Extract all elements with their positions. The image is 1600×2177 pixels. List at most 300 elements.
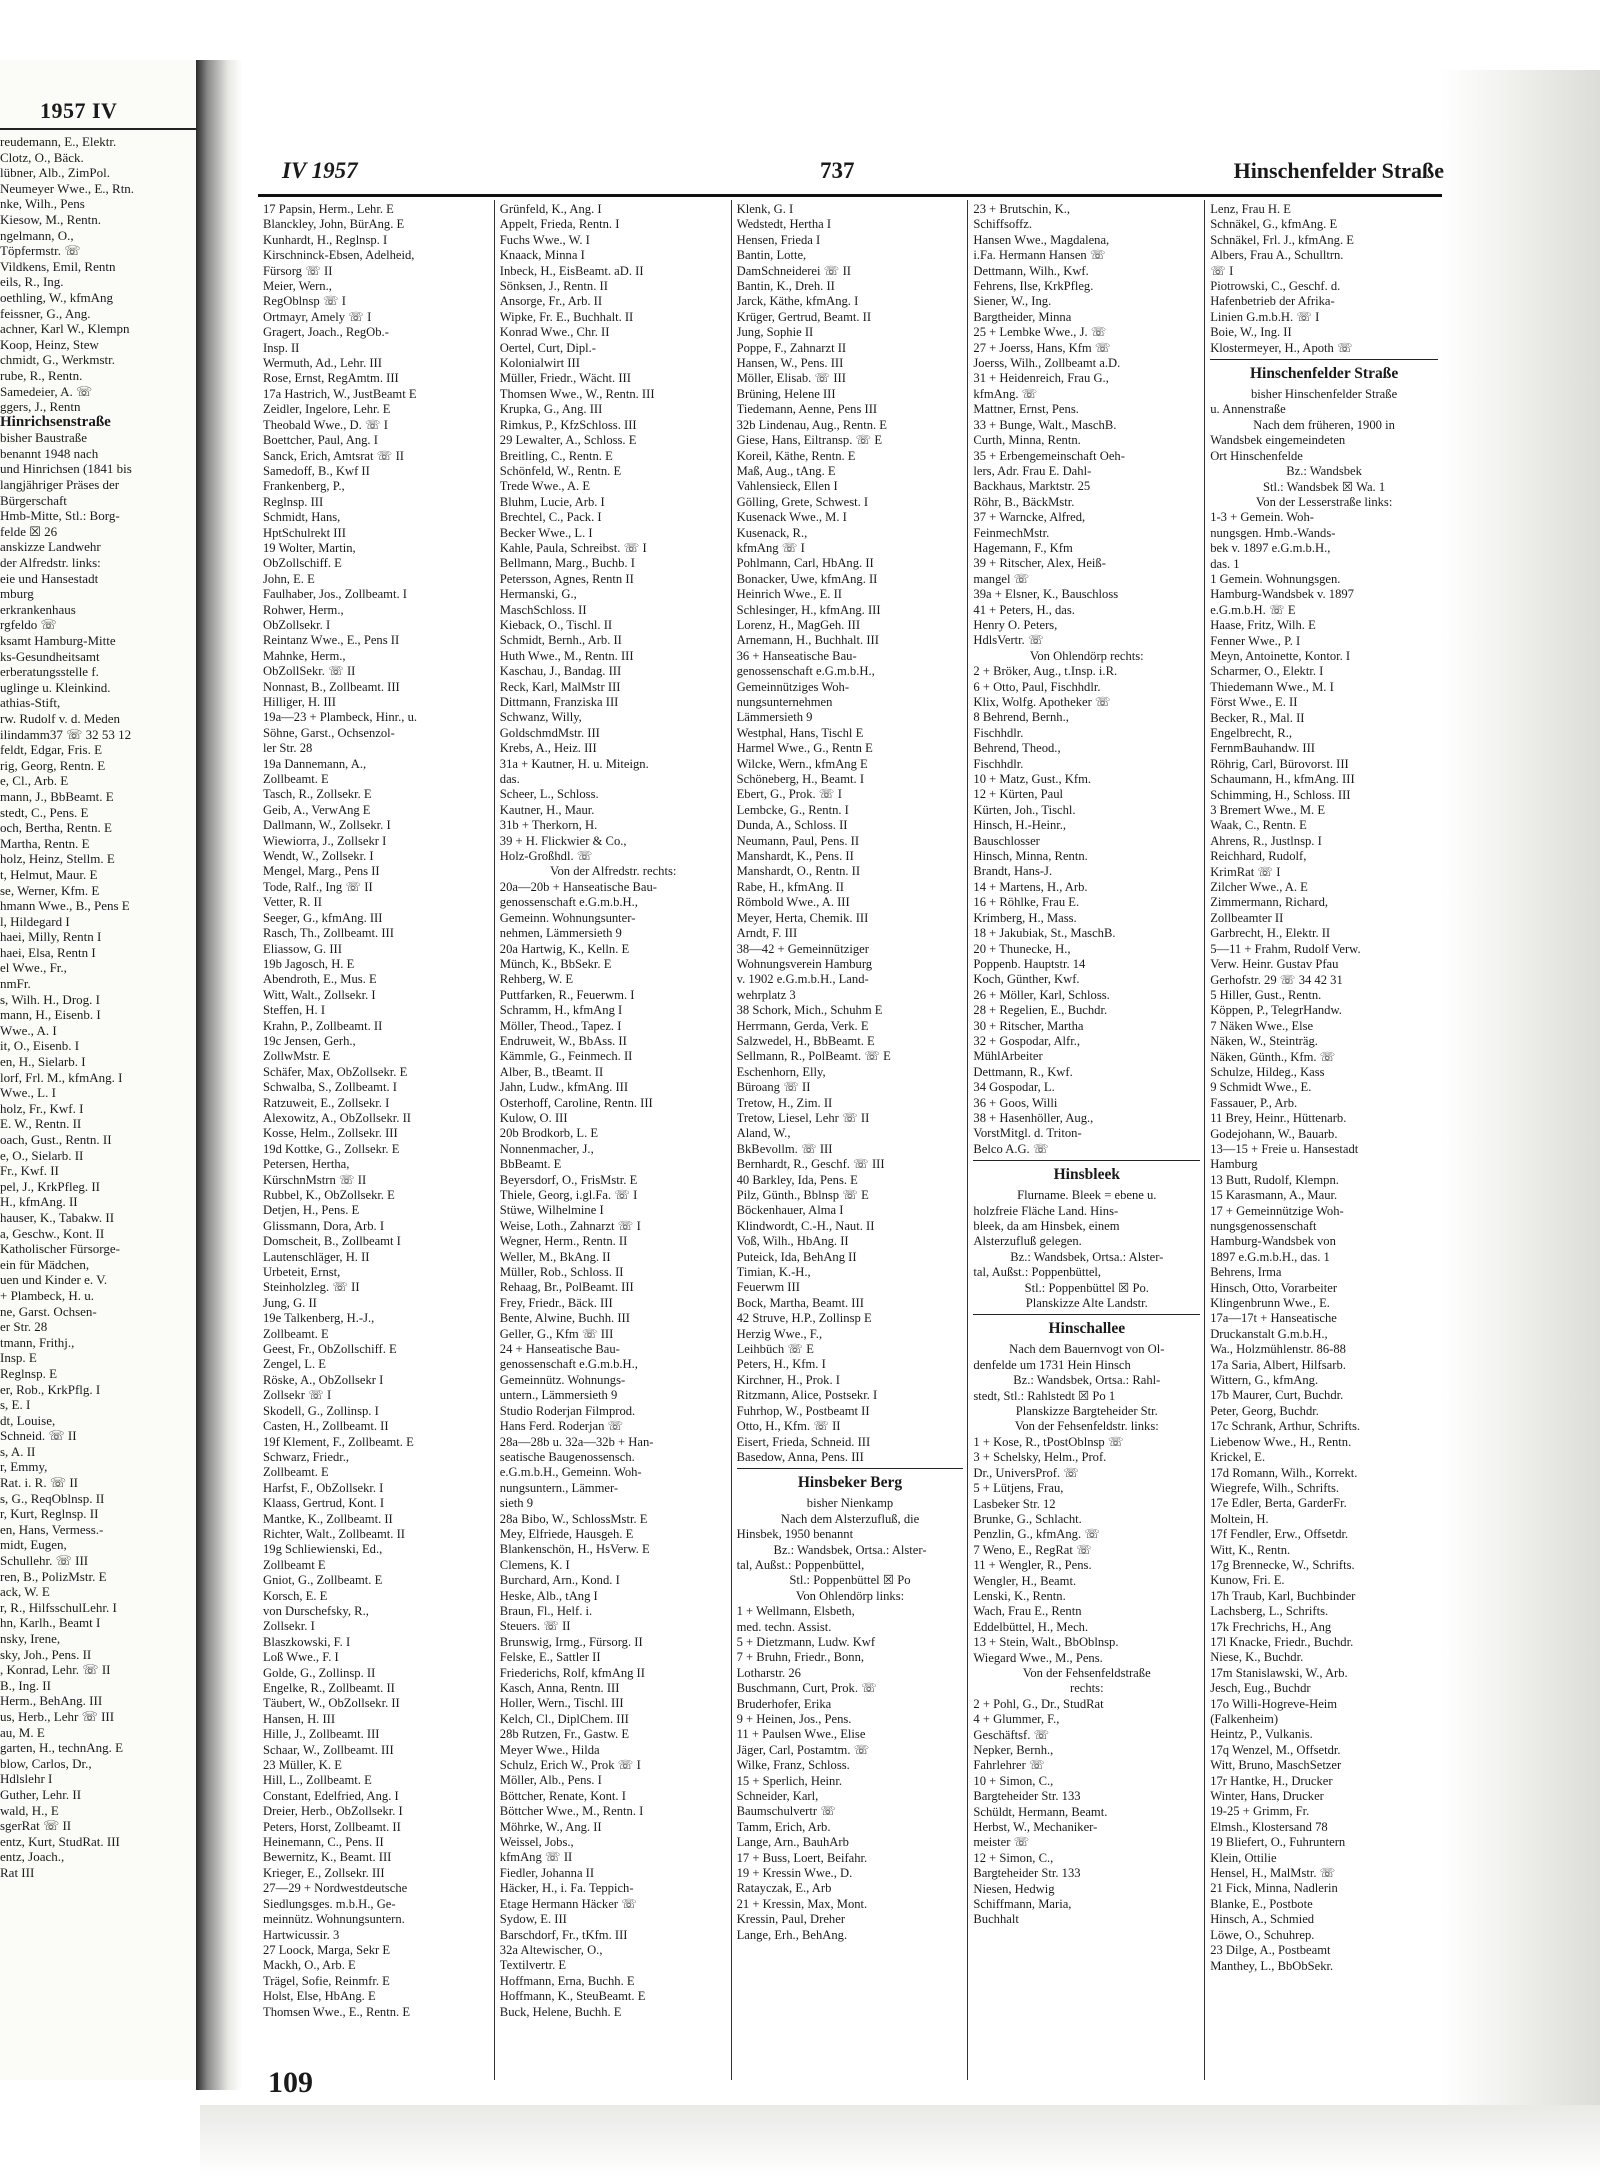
resident-entry: Lasbeker Str. 12 — [973, 1496, 1056, 1511]
resident-entry: Blanke, E., Postbote — [1210, 1896, 1313, 1911]
resident-entry: it, O., Eisenb. I — [0, 1038, 80, 1054]
resident-entry: 19c Jensen, Gerh., — [263, 1033, 356, 1048]
resident-entry: 5 + Dietzmann, Ludw. Kwf — [736, 1634, 876, 1649]
resident-entry: Lange, Arn., BauhArb — [736, 1835, 849, 1850]
resident-entry: Jung, G. II — [263, 1295, 317, 1310]
resident-entry: Meyn, Antoinette, Kontor. I — [1210, 648, 1351, 663]
resident-entry: tal, Außst.: Poppenbüttel, — [736, 1557, 865, 1572]
resident-entry: Rose, Ernst, RegAmtm. III — [263, 371, 399, 386]
resident-entry: Heinrich Wwe., E. II — [736, 587, 842, 602]
section-divider — [973, 1160, 1200, 1161]
resident-entry: Hamburg — [1210, 1157, 1258, 1172]
resident-entry: 11 Brey, Heinr., Hüttenarb. — [1210, 1111, 1347, 1126]
resident-entry: 27—29 + Nordwestdeutsche — [263, 1881, 408, 1896]
resident-entry: Rabe, H., kfmAng. II — [736, 879, 844, 894]
resident-entry: Herbst, W., Mechaniker- — [973, 1820, 1098, 1835]
resident-entry: Rohwer, Herm., — [263, 602, 344, 617]
resident-entry: Bürgerschaft — [0, 492, 67, 508]
resident-entry: Peters, Horst, Zollbeamt. II — [263, 1819, 401, 1834]
resident-entry: Behrend, Theod., — [973, 741, 1061, 756]
resident-entry: Samedeier, A. ☏ — [0, 383, 93, 399]
resident-entry: Lämmersieth 9 — [736, 710, 813, 725]
resident-entry: Gragert, Joach., RegOb.- — [263, 325, 389, 340]
resident-entry: Tretow, H., Zim. II — [736, 1095, 833, 1110]
resident-entry: Krebs, A., Heiz. III — [499, 741, 597, 756]
resident-entry: 17m Stanislawski, W., Arb. — [1210, 1665, 1348, 1680]
resident-entry: med. techn. Assist. — [736, 1619, 832, 1634]
resident-entry: 19e Talkenberg, H.-J., — [263, 1311, 375, 1326]
resident-entry: 30 + Ritscher, Martha — [973, 1018, 1084, 1033]
resident-entry: Wilcke, Wern., kfmAng E — [736, 756, 868, 771]
resident-entry: Wandsbek eingemeindeten — [1210, 433, 1346, 448]
resident-entry: chmidt, G., Werkmstr. — [0, 352, 115, 368]
resident-entry: 17c Schrank, Arthur, Schrifts. — [1210, 1419, 1361, 1434]
resident-entry: Koop, Heinz, Stew — [0, 336, 99, 352]
resident-entry: 19f Klement, F., Zollbeamt. E — [263, 1434, 414, 1449]
resident-entry: Holst, Else, HbAng. E — [263, 1989, 376, 2004]
resident-entry: Klenk, G. I — [736, 202, 794, 216]
street-note: Flurname. Bleek = ebene u. — [1017, 1188, 1157, 1203]
resident-entry: Münch, K., BbSekr. E — [499, 956, 612, 971]
resident-entry: Eisert, Frieda, Schneid. III — [736, 1434, 871, 1449]
resident-entry: Rasch, Th., Zollbeamt. III — [263, 926, 394, 941]
resident-entry: Elmsh., Klostersand 78 — [1210, 1819, 1328, 1834]
street-heading: Hinsbleek — [1053, 1166, 1120, 1184]
resident-entry: nungsuntern., Lämmer- — [499, 1480, 619, 1495]
resident-entry: 36 + Hanseatische Bau- — [736, 648, 857, 663]
resident-entry: 9 Schmidt Wwe., E. — [1210, 1080, 1312, 1095]
resident-entry: Richter, Walt., Zollbeamt. II — [263, 1526, 405, 1541]
resident-entry: Söhne, Garst., Ochsenzol- — [263, 725, 395, 740]
resident-entry: Fenner Wwe., P. I — [1210, 633, 1301, 648]
resident-entry: Näken, Günth., Kfm. ☏ — [1210, 1049, 1336, 1064]
resident-entry: Schullehr. ☏ III — [0, 1553, 89, 1569]
resident-entry: 25 + Lembke Wwe., J. ☏ — [973, 325, 1107, 340]
resident-entry: kfmAng ☏ I — [736, 540, 805, 555]
resident-entry: Westphal, Hans, Tischl E — [736, 725, 864, 740]
resident-entry: ren, B., PolizMstr. E — [0, 1568, 107, 1584]
street-heading: Hinrichsenstraße — [0, 414, 111, 430]
resident-entry: Wiewiorra, J., Zollsekr I — [263, 833, 387, 848]
resident-entry: 42 Struve, H.P., Zollinsp E — [736, 1311, 872, 1326]
resident-entry: Guther, Lehr. II — [0, 1786, 82, 1802]
resident-entry: Hille, J., Zollbeamt. III — [263, 1727, 380, 1742]
resident-entry: Engelke, R., Zollbeamt. II — [263, 1681, 395, 1695]
resident-entry: Fassauer, P., Arb. — [1210, 1095, 1298, 1110]
resident-entry: 1 + Kose, R., tPostOblnsp ☏ — [973, 1434, 1124, 1449]
resident-entry: Schöneberg, H., Beamt. I — [736, 772, 865, 787]
resident-entry: Geller, G., Kfm ☏ III — [499, 1326, 614, 1341]
resident-entry: Martha, Rentn. E — [0, 835, 90, 851]
resident-entry: Hoffmann, Erna, Buchh. E — [499, 1973, 635, 1988]
resident-entry: Ort Hinschenfelde — [1210, 448, 1303, 463]
resident-entry: rig, Georg, Rentn. E — [0, 757, 106, 773]
street-note: Von Ohlendörp rechts: — [1029, 648, 1144, 663]
resident-entry: 23 + Brutschin, K., — [973, 202, 1071, 216]
resident-entry: Fuchs Wwe., W. I — [499, 232, 590, 247]
resident-entry: Krickel, E. — [1210, 1450, 1266, 1465]
resident-entry: 24 + Hanseatische Bau- — [499, 1342, 620, 1357]
resident-entry: 28 + Regelien, E., Buchdr. — [973, 1003, 1108, 1018]
resident-entry: Krimberg, H., Mass. — [973, 910, 1077, 925]
resident-entry: Blankenschön, H., HsVerw. E — [499, 1542, 650, 1557]
resident-entry: 17a Saria, Albert, Hilfsarb. — [1210, 1357, 1346, 1372]
resident-entry: 19a Dannemann, A., — [263, 756, 367, 771]
resident-entry: Huth Wwe., M., Rentn. III — [499, 648, 634, 663]
resident-entry: Näken, W., Steinträg. — [1210, 1034, 1318, 1049]
resident-entry: Tasch, R., Zollsekr. E — [263, 787, 372, 802]
resident-entry: s, Wilh. H., Drog. I — [0, 991, 100, 1007]
resident-entry: Klix, Wolfg. Apotheker ☏ — [973, 695, 1111, 709]
page-bottom-shadow — [200, 2105, 1600, 2177]
resident-entry: Endruweit, W., BbAss. II — [499, 1033, 627, 1048]
resident-entry: Zollsekr ☏ I — [263, 1388, 332, 1403]
resident-entry: lübner, Alb., ZimPol. — [0, 165, 110, 181]
resident-entry: Bantin, Lotte, — [736, 248, 807, 263]
resident-entry: John, E. E — [263, 571, 315, 586]
resident-entry: 6 + Otto, Paul, Fischhdlr. — [973, 679, 1101, 694]
resident-entry: Verw. Heinr. Gustav Pfau — [1210, 957, 1339, 972]
resident-entry: Kulow, O. III — [499, 1110, 568, 1125]
street-note: Bz.: Wandsbek, Ortsa.: Alster- — [1010, 1249, 1164, 1264]
resident-entry: 34 Gospodar, L. — [973, 1080, 1055, 1095]
resident-entry: 28b Rutzen, Fr., Gastw. E — [499, 1727, 630, 1742]
resident-entry: 16 + Röhlke, Frau E. — [973, 895, 1080, 910]
resident-entry: Constant, Edelfried, Ang. I — [263, 1788, 399, 1803]
resident-entry: s, A. II — [0, 1443, 36, 1459]
resident-entry: Herm., BehAng. III — [0, 1693, 103, 1709]
resident-entry: Hinsch, A., Schmied — [1210, 1912, 1315, 1927]
resident-entry: Insp. II — [263, 340, 300, 355]
resident-entry: Ansorge, Fr., Arb. II — [499, 294, 603, 309]
resident-entry: Korsch, E. E — [263, 1588, 328, 1603]
resident-entry: Bruderhofer, Erika — [736, 1696, 832, 1711]
column-2 — [495, 200, 732, 2080]
resident-entry: Zollbeamter II — [1210, 910, 1284, 925]
resident-entry: 20b Brodkorb, L. E — [499, 1126, 599, 1141]
resident-entry: Müller, Friedr., Wächt. III — [499, 371, 631, 386]
resident-entry: Schaar, W., Zollbeamt. III — [263, 1742, 394, 1757]
resident-entry: Bonacker, Uwe, kfmAng. II — [736, 571, 878, 586]
resident-entry: Bock, Martha, Beamt. III — [736, 1295, 864, 1310]
resident-entry: Krieger, E., Zollsekr. III — [263, 1865, 385, 1880]
resident-entry: Mattner, Ernst, Pens. — [973, 402, 1079, 417]
resident-entry: Töpfermstr. ☏ — [0, 243, 81, 259]
resident-entry: Vahlensieck, Ellen I — [736, 479, 838, 494]
resident-entry: DamSchneiderei ☏ II — [736, 263, 851, 278]
header-street-range: Hinschenfelder Straße — [1233, 158, 1444, 183]
resident-entry: Dittmann, Franziska III — [499, 695, 619, 709]
resident-entry: Koreil, Käthe, Rentn. E — [736, 448, 856, 463]
resident-entry: nehmen, Lämmersieth 9 — [499, 926, 622, 941]
resident-entry: Behrens, Irma — [1210, 1265, 1282, 1280]
resident-entry: v. 1902 e.G.m.b.H., Land- — [736, 972, 869, 987]
resident-entry: Hilliger, H. III — [263, 695, 336, 709]
street-note: Bz.: Wandsbek, Ortsa.: Rahl- — [1013, 1373, 1161, 1388]
resident-entry: 7 Weno, E., RegRat ☏ — [973, 1542, 1092, 1557]
resident-entry: Heinemann, C., Pens. II — [263, 1835, 384, 1850]
resident-entry: Dunda, A., Schloss. II — [736, 818, 848, 833]
resident-entry: Neumeyer Wwe., E., Rtn. — [0, 180, 135, 196]
resident-entry: Frankenberg, P., — [263, 479, 345, 494]
resident-entry: Trägel, Sofie, Reinmfr. E — [263, 1973, 390, 1988]
resident-entry: 17k Frechrichs, H., Ang — [1210, 1619, 1332, 1634]
resident-entry: HdlsVertr. ☏ — [973, 633, 1044, 648]
resident-entry: Becker, R., Mal. II — [1210, 710, 1305, 725]
resident-entry: Beyersdorf, O., FrisMstr. E — [499, 1172, 638, 1187]
resident-entry: und Hinrichsen (1841 bis — [0, 461, 132, 477]
resident-entry: Hill, L., Zollbeamt. E — [263, 1773, 372, 1788]
resident-entry: Dettmann, Wilh., Kwf. — [973, 263, 1089, 278]
resident-entry: Thiele, Georg, i.gl.Fa. ☏ I — [499, 1188, 638, 1202]
resident-entry: 9 + Heinen, Jos., Pens. — [736, 1712, 852, 1726]
resident-entry: Klaass, Gertrud, Kont. I — [263, 1496, 385, 1511]
resident-entry: 11 + Paulsen Wwe., Elise — [736, 1727, 866, 1742]
resident-entry: 31a + Kautner, H. u. Miteign. — [499, 756, 649, 771]
resident-entry: FeinmechMstr. — [973, 525, 1050, 540]
resident-entry: nmFr. — [0, 976, 31, 992]
resident-entry: Textilvertr. E — [499, 1958, 567, 1973]
resident-entry: Dallmann, W., Zollsekr. I — [263, 818, 391, 833]
resident-entry: Kusenack, R., — [736, 525, 808, 540]
resident-entry: Ratzuweit, E., Zollsekr. I — [263, 1095, 390, 1110]
resident-entry: erkrankenhaus — [0, 601, 76, 617]
resident-entry: 10 + Simon, C., — [973, 1773, 1054, 1788]
resident-entry: Leihbüch ☏ E — [736, 1342, 814, 1357]
resident-entry: r, Kurt, Reglnsp. II — [0, 1506, 99, 1522]
resident-entry: Fürsorg ☏ II — [263, 263, 333, 278]
resident-entry: 17q Wenzel, M., Offsetdr. — [1210, 1742, 1341, 1757]
resident-entry: oach, Gust., Rentn. II — [0, 1132, 112, 1147]
resident-entry: Otto, H., Kfm. ☏ II — [736, 1419, 841, 1434]
resident-entry: reudemann, E., Elektr. — [0, 134, 117, 149]
resident-entry: Joerss, Wilh., Zollbeamt a.D. — [973, 356, 1121, 371]
resident-entry: Kunow, Fri. E. — [1210, 1573, 1285, 1588]
directory-columns — [258, 200, 1442, 2080]
resident-entry: Heintz, P., Vulkanis. — [1210, 1727, 1313, 1742]
resident-entry: Häcker, H., i. Fa. Teppich- — [499, 1881, 634, 1896]
resident-entry: H., kfmAng. II — [0, 1194, 78, 1210]
resident-entry: Urbeteit, Ernst, — [263, 1265, 341, 1280]
resident-entry: VorstMitgl. d. Triton- — [973, 1126, 1082, 1141]
resident-entry: 39 + Ritscher, Alex, Heiß- — [973, 556, 1106, 571]
resident-entry: Engelbrecht, R., — [1210, 726, 1293, 740]
resident-entry: en, Hans, Vermess.- — [0, 1521, 104, 1537]
resident-entry: Witt, Bruno, MaschSetzer — [1210, 1758, 1342, 1773]
resident-entry: 27 + Joerss, Hans, Kfm ☏ — [973, 340, 1111, 355]
resident-entry: Jahn, Ludw., kfmAng. III — [499, 1080, 629, 1095]
resident-entry: Bauschlosser — [973, 833, 1040, 848]
resident-entry: Hmb-Mitte, Stl.: Borg- — [0, 508, 120, 524]
resident-entry: langjähriger Präses der — [0, 477, 120, 493]
resident-entry: Ritzmann, Alice, Postsekr. I — [736, 1388, 878, 1403]
resident-entry: Ortmayr, Amely ☏ I — [263, 309, 372, 324]
resident-entry: Breitling, C., Rentn. E — [499, 448, 613, 463]
resident-entry: Winter, Hans, Drucker — [1210, 1789, 1324, 1804]
resident-entry: Hinsch, H.-Heinr., — [973, 818, 1067, 833]
resident-entry: Trede Wwe., A. E — [499, 479, 591, 494]
resident-entry: 36 + Goos, Willi — [973, 1095, 1058, 1110]
resident-entry: Hdlslehr I — [0, 1771, 53, 1787]
resident-entry: Manshardt, K., Pens. II — [736, 849, 854, 864]
resident-entry: ObZollschiff. E — [263, 556, 342, 571]
resident-entry: a, Geschw., Kont. II — [0, 1225, 105, 1241]
resident-entry: wald, H., E — [0, 1802, 59, 1818]
resident-entry: 17a Hastrich, W., JustBeamt E — [263, 386, 417, 401]
resident-entry: Golde, G., Zollinsp. II — [263, 1665, 376, 1680]
resident-entry: och, Bertha, Rentn. E — [0, 820, 112, 836]
resident-entry: Hansen, H. III — [263, 1711, 336, 1726]
resident-entry: 17r Hantke, H., Drucker — [1210, 1773, 1333, 1788]
resident-entry: 17o Willi-Hogreve-Heim — [1210, 1696, 1338, 1711]
resident-entry: Ebert, G., Prok. ☏ I — [736, 787, 842, 802]
resident-entry: 5 + Lütjens, Frau, — [973, 1481, 1064, 1496]
resident-entry: Albers, Frau A., Schulltrn. — [1210, 248, 1344, 263]
resident-entry: Hinsbek, 1950 benannt — [736, 1527, 854, 1542]
resident-entry: Appelt, Frieda, Rentn. I — [499, 217, 620, 232]
resident-entry: Kosse, Helm., Zollsekr. III — [263, 1126, 398, 1141]
resident-entry: Eliassow, G. III — [263, 941, 342, 956]
resident-entry: 20a Hartwig, K., Kelln. E — [499, 941, 630, 956]
resident-entry: Gniot, G., Zollbeamt. E — [263, 1573, 383, 1588]
resident-entry: Hinsch, Otto, Vorarbeiter — [1210, 1280, 1338, 1295]
resident-entry: , Konrad, Lehr. ☏ II — [0, 1662, 111, 1678]
resident-entry: Sanck, Erich, Amtsrat ☏ II — [263, 448, 404, 463]
resident-entry: Reintanz Wwe., E., Pens II — [263, 633, 400, 648]
resident-entry: Fischhdlr. — [973, 756, 1024, 771]
resident-entry: Burchard, Arn., Kond. I — [499, 1573, 620, 1588]
resident-entry: Katholischer Fürsorge- — [0, 1241, 120, 1257]
street-note: Nach dem früheren, 1900 in — [1253, 417, 1395, 432]
section-divider — [1210, 359, 1438, 360]
resident-entry: Schnäkel, G., kfmAng. E — [1210, 217, 1338, 232]
resident-entry: 5 Hiller, Gust., Rentn. — [1210, 987, 1322, 1002]
resident-entry: + Plambeck, H. u. — [0, 1287, 94, 1303]
resident-entry: 7 + Bruhn, Friedr., Bonn, — [736, 1650, 865, 1665]
resident-entry: Müller, Rob., Schloss. II — [499, 1265, 624, 1280]
resident-entry: Siedlungsges. m.b.H., Ge- — [263, 1896, 396, 1911]
resident-entry: 28a—28b u. 32a—32b + Han- — [499, 1434, 654, 1449]
resident-entry: Zeidler, Ingelore, Lehr. E — [263, 402, 391, 417]
resident-entry: Zollbeamt. E — [263, 1465, 329, 1480]
resident-entry: athias-Stift, — [0, 695, 61, 711]
resident-entry: Möller, Elisab. ☏ III — [736, 371, 846, 386]
resident-entry: Schneider, Karl, — [736, 1789, 819, 1804]
resident-entry: Puttfarken, R., Feuerwm. I — [499, 987, 635, 1002]
resident-entry: Reichhard, Rudolf, — [1210, 849, 1307, 864]
resident-entry: Dettmann, R., Kwf. — [973, 1064, 1073, 1079]
resident-entry: Weise, Loth., Zahnarzt ☏ I — [499, 1218, 641, 1233]
resident-entry: 17l Knacke, Friedr., Buchdr. — [1210, 1634, 1354, 1649]
resident-entry: seatische Baugenossensch. — [499, 1449, 635, 1464]
resident-entry: 17 + Gemeinnützige Woh- — [1210, 1203, 1344, 1218]
resident-entry: Krahn, P., Zollbeamt. II — [263, 1018, 383, 1033]
resident-entry: en, H., Sielarb. I — [0, 1054, 86, 1070]
resident-entry: Studio Roderjan Filmprod. — [499, 1403, 636, 1418]
resident-entry: Meier, Wern., — [263, 279, 332, 294]
street-note: Stl.: Poppenbüttel ☒ Po. — [1024, 1280, 1149, 1295]
resident-entry: uen und Kinder e. V. — [0, 1272, 108, 1288]
resident-entry: mann, H., Eisenb. I — [0, 1007, 101, 1023]
resident-entry: Löwe, O., Schuhrep. — [1210, 1927, 1315, 1942]
resident-entry: untern., Lämmersieth 9 — [499, 1388, 618, 1403]
resident-entry: Gemeinnütz. Wohnungs- — [499, 1372, 626, 1387]
resident-entry: Ratayczak, E., Arb — [736, 1881, 832, 1896]
resident-entry: 14 + Martens, H., Arb. — [973, 879, 1088, 894]
resident-entry: Möller, Alb., Pens. I — [499, 1773, 602, 1788]
resident-entry: 20a—20b + Hanseatische Bau- — [499, 879, 657, 894]
resident-entry: Timian, K.-H., — [736, 1265, 811, 1280]
resident-entry: rw. Rudolf v. d. Meden — [0, 710, 120, 726]
resident-entry: Kelch, Cl., DiplChem. III — [499, 1711, 629, 1726]
column-1 — [258, 200, 495, 2080]
resident-entry: Meyer, Herta, Chemik. III — [736, 910, 869, 925]
resident-entry: Bantin, K., Dreh. II — [736, 279, 835, 294]
resident-entry: Buck, Helene, Buchh. E — [499, 2004, 622, 2019]
resident-entry: Böttcher Wwe., M., Rentn. I — [499, 1804, 644, 1819]
resident-entry: 21 Fick, Minna, Nadlerin — [1210, 1881, 1338, 1896]
resident-entry: hn, Karlh., Beamt I — [0, 1615, 101, 1631]
resident-entry: Hansen, W., Pens. III — [736, 356, 844, 371]
resident-entry: RegOblnsp ☏ I — [263, 294, 346, 309]
resident-entry: ack, W. E — [0, 1584, 50, 1600]
resident-entry: Zollsekr. I — [263, 1619, 315, 1634]
resident-entry: Pilz, Günth., Bblnsp ☏ E — [736, 1188, 869, 1202]
resident-entry: Peters, H., Kfm. I — [736, 1357, 826, 1372]
resident-entry: Glissmann, Dora, Arb. I — [263, 1218, 385, 1233]
resident-entry: Henry O. Peters, — [973, 617, 1058, 632]
resident-entry: 21 + Kressin, Max, Mont. — [736, 1896, 868, 1911]
resident-entry: Krüger, Gertrud, Beamt. II — [736, 309, 872, 324]
resident-entry: Herzig Wwe., F., — [736, 1326, 823, 1341]
resident-entry: 23 Müller, K. E — [263, 1758, 342, 1773]
resident-entry: Jung, Sophie II — [736, 325, 814, 340]
resident-entry: Dr., UniversProf. ☏ — [973, 1465, 1080, 1480]
resident-entry: 5—11 + Frahm, Rudolf Verw. — [1210, 941, 1361, 956]
resident-entry: Boettcher, Paul, Ang. I — [263, 433, 378, 448]
street-heading: Hinschenfelder Straße — [1249, 365, 1399, 383]
resident-entry: 17g Brennecke, W., Schrifts. — [1210, 1557, 1355, 1572]
resident-entry: Becker Wwe., L. I — [499, 525, 593, 540]
resident-entry: holz, Fr., Kwf. I — [0, 1100, 84, 1116]
resident-entry: 3 + Schelsky, Helm., Prof. — [973, 1450, 1107, 1465]
resident-entry: Kasch, Anna, Rentn. III — [499, 1681, 620, 1695]
column-5 — [1205, 200, 1442, 2080]
resident-entry: nungsgenossenschaft — [1210, 1219, 1317, 1233]
resident-entry: Jesch, Eug., Buchdr — [1210, 1681, 1311, 1696]
street-note: Von Ohlendörp links: — [795, 1588, 905, 1603]
resident-entry: u. Annenstraße — [1210, 402, 1286, 417]
resident-entry: 12 + Simon, C., — [973, 1850, 1054, 1865]
resident-entry: Niese, K., Buchdr. — [1210, 1650, 1304, 1665]
resident-entry: Fiedler, Johanna II — [499, 1865, 595, 1880]
street-heading: Hinschallee — [1048, 1320, 1126, 1338]
resident-entry: Mahnke, Herm., — [263, 648, 346, 663]
resident-entry: Wohnungsverein Hamburg — [736, 956, 873, 971]
resident-entry: 17b Maurer, Curt, Buchdr. — [1210, 1388, 1344, 1403]
resident-entry: Wwe., A. I — [0, 1022, 57, 1038]
resident-entry: 19a—23 + Plambeck, Hinr., u. — [263, 710, 418, 725]
resident-entry: Waak, C., Rentn. E — [1210, 818, 1307, 833]
resident-entry: Köppen, P., TelegrHandw. — [1210, 1003, 1342, 1018]
resident-entry: 1897 e.G.m.b.H., das. 1 — [1210, 1249, 1330, 1264]
resident-entry: er, Rob., KrkPflg. I — [0, 1381, 101, 1397]
resident-entry: ggers, J., Rentn — [0, 399, 81, 415]
resident-entry: Wermuth, Ad., Lehr. III — [263, 356, 382, 371]
resident-entry: Seeger, G., kfmAng. III — [263, 910, 383, 925]
resident-entry: genossenschaft e.G.m.b.H., — [736, 664, 875, 679]
resident-entry: Faulhaber, Jos., Zollbeamt. I — [263, 587, 407, 602]
